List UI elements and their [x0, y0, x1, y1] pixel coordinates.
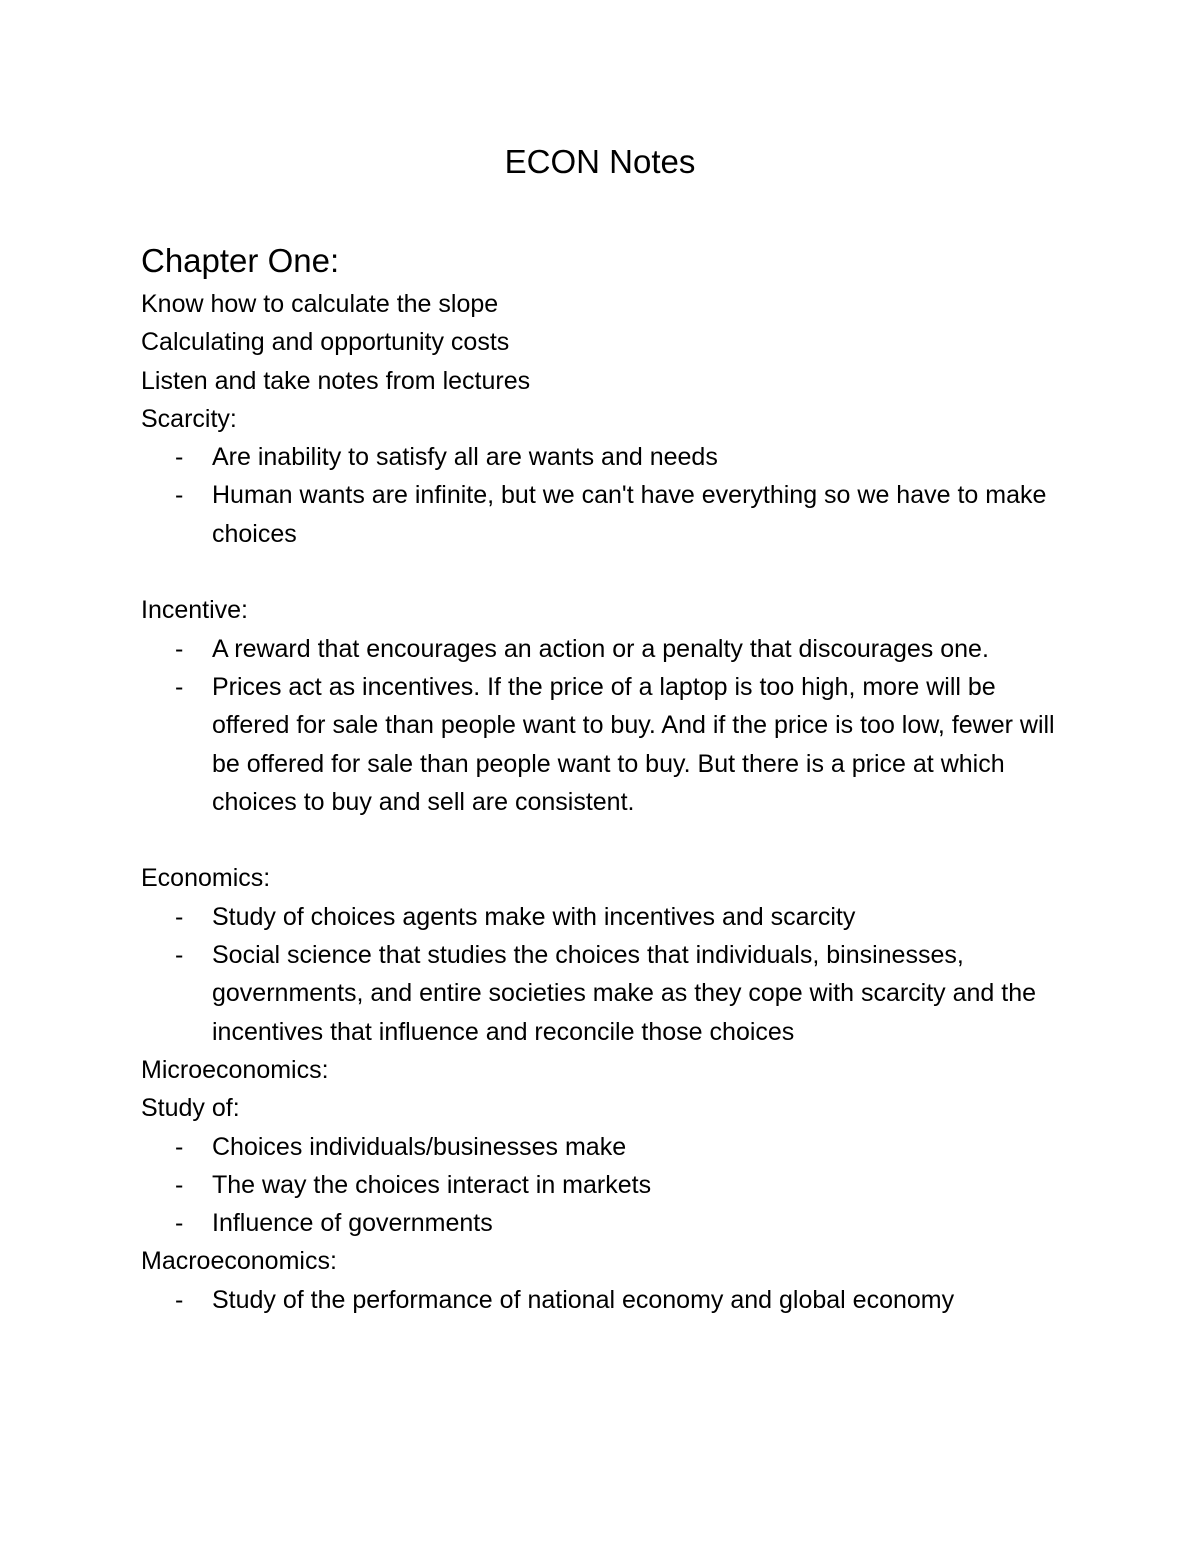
- intro-line: Know how to calculate the slope: [141, 290, 499, 318]
- dash-bullet: -: [175, 1209, 184, 1238]
- bullet-text: Study of the performance of national economy and global economy: [212, 1285, 955, 1314]
- economics-list: [141, 898, 1101, 1051]
- incentive-heading: Incentive:: [141, 596, 249, 625]
- bullet-text: Study of choices agents make with incentives and scarcity: [212, 902, 856, 931]
- intro-line: Listen and take notes from lectures: [141, 366, 531, 395]
- dash-bullet: -: [175, 672, 184, 701]
- dash-bullet: -: [175, 481, 184, 510]
- list-item: [141, 668, 1072, 821]
- dash-bullet: -: [175, 634, 184, 663]
- list-item: [141, 1281, 1072, 1319]
- bullet-text: A reward that encourages an action or a penalty that discourages one.: [212, 634, 989, 663]
- incentive-list: [141, 630, 1101, 821]
- bullet-text: The way the choices interact in markets: [212, 1170, 652, 1199]
- list-item: [141, 438, 1072, 476]
- document-title: ECON Notes: [504, 143, 696, 180]
- chapter-heading: Chapter One:: [141, 242, 340, 279]
- list-item: [141, 630, 1072, 668]
- dash-bullet: -: [175, 941, 184, 970]
- blank-line: [141, 553, 1101, 591]
- list-item: [141, 1204, 1072, 1242]
- macroeconomics-list: [141, 1281, 1101, 1319]
- scarcity-list: [141, 438, 1101, 553]
- bullet-text: Human wants are infinite, but we can't have everything so we have to make choices: [212, 481, 1047, 548]
- dash-bullet: -: [175, 902, 184, 931]
- list-item: [141, 1128, 1072, 1166]
- dash-bullet: -: [175, 1285, 184, 1314]
- bullet-text: Social science that studies the choices that individuals, binsinesses, governments, and entire societies make as they cope with scarcity and the incentives that influence and reconcile those choices: [212, 941, 1037, 1046]
- microeconomics-subheading: Study of:: [141, 1094, 240, 1123]
- list-item: [141, 1166, 1072, 1204]
- dash-bullet: -: [175, 1132, 184, 1161]
- dash-bullet: -: [175, 1170, 184, 1199]
- list-item: [141, 476, 1072, 553]
- scarcity-heading: Scarcity:: [141, 404, 237, 433]
- blank-line: [141, 821, 1101, 859]
- list-item: [141, 898, 1072, 936]
- dash-bullet: -: [175, 443, 184, 472]
- bullet-text: Are inability to satisfy all are wants and needs: [212, 443, 718, 472]
- microeconomics-list: [141, 1128, 1101, 1243]
- macroeconomics-heading: Macroeconomics:: [141, 1247, 337, 1276]
- microeconomics-heading: Microeconomics:: [141, 1055, 329, 1084]
- bullet-text: Influence of governments: [212, 1209, 493, 1238]
- notes-body: [141, 285, 1101, 1319]
- list-item: [141, 936, 1072, 1051]
- bullet-text: Prices act as incentives. If the price of a laptop is too high, more will be offered for sale than people want to buy. And if the price is too low, fewer will be offered for sale than people want to buy. But there is a price at which choices to buy and sell are consistent.: [212, 672, 1055, 816]
- economics-heading: Economics:: [141, 864, 271, 893]
- intro-line: Calculating and opportunity costs: [141, 328, 510, 357]
- bullet-text: Choices individuals/businesses make: [212, 1132, 627, 1161]
